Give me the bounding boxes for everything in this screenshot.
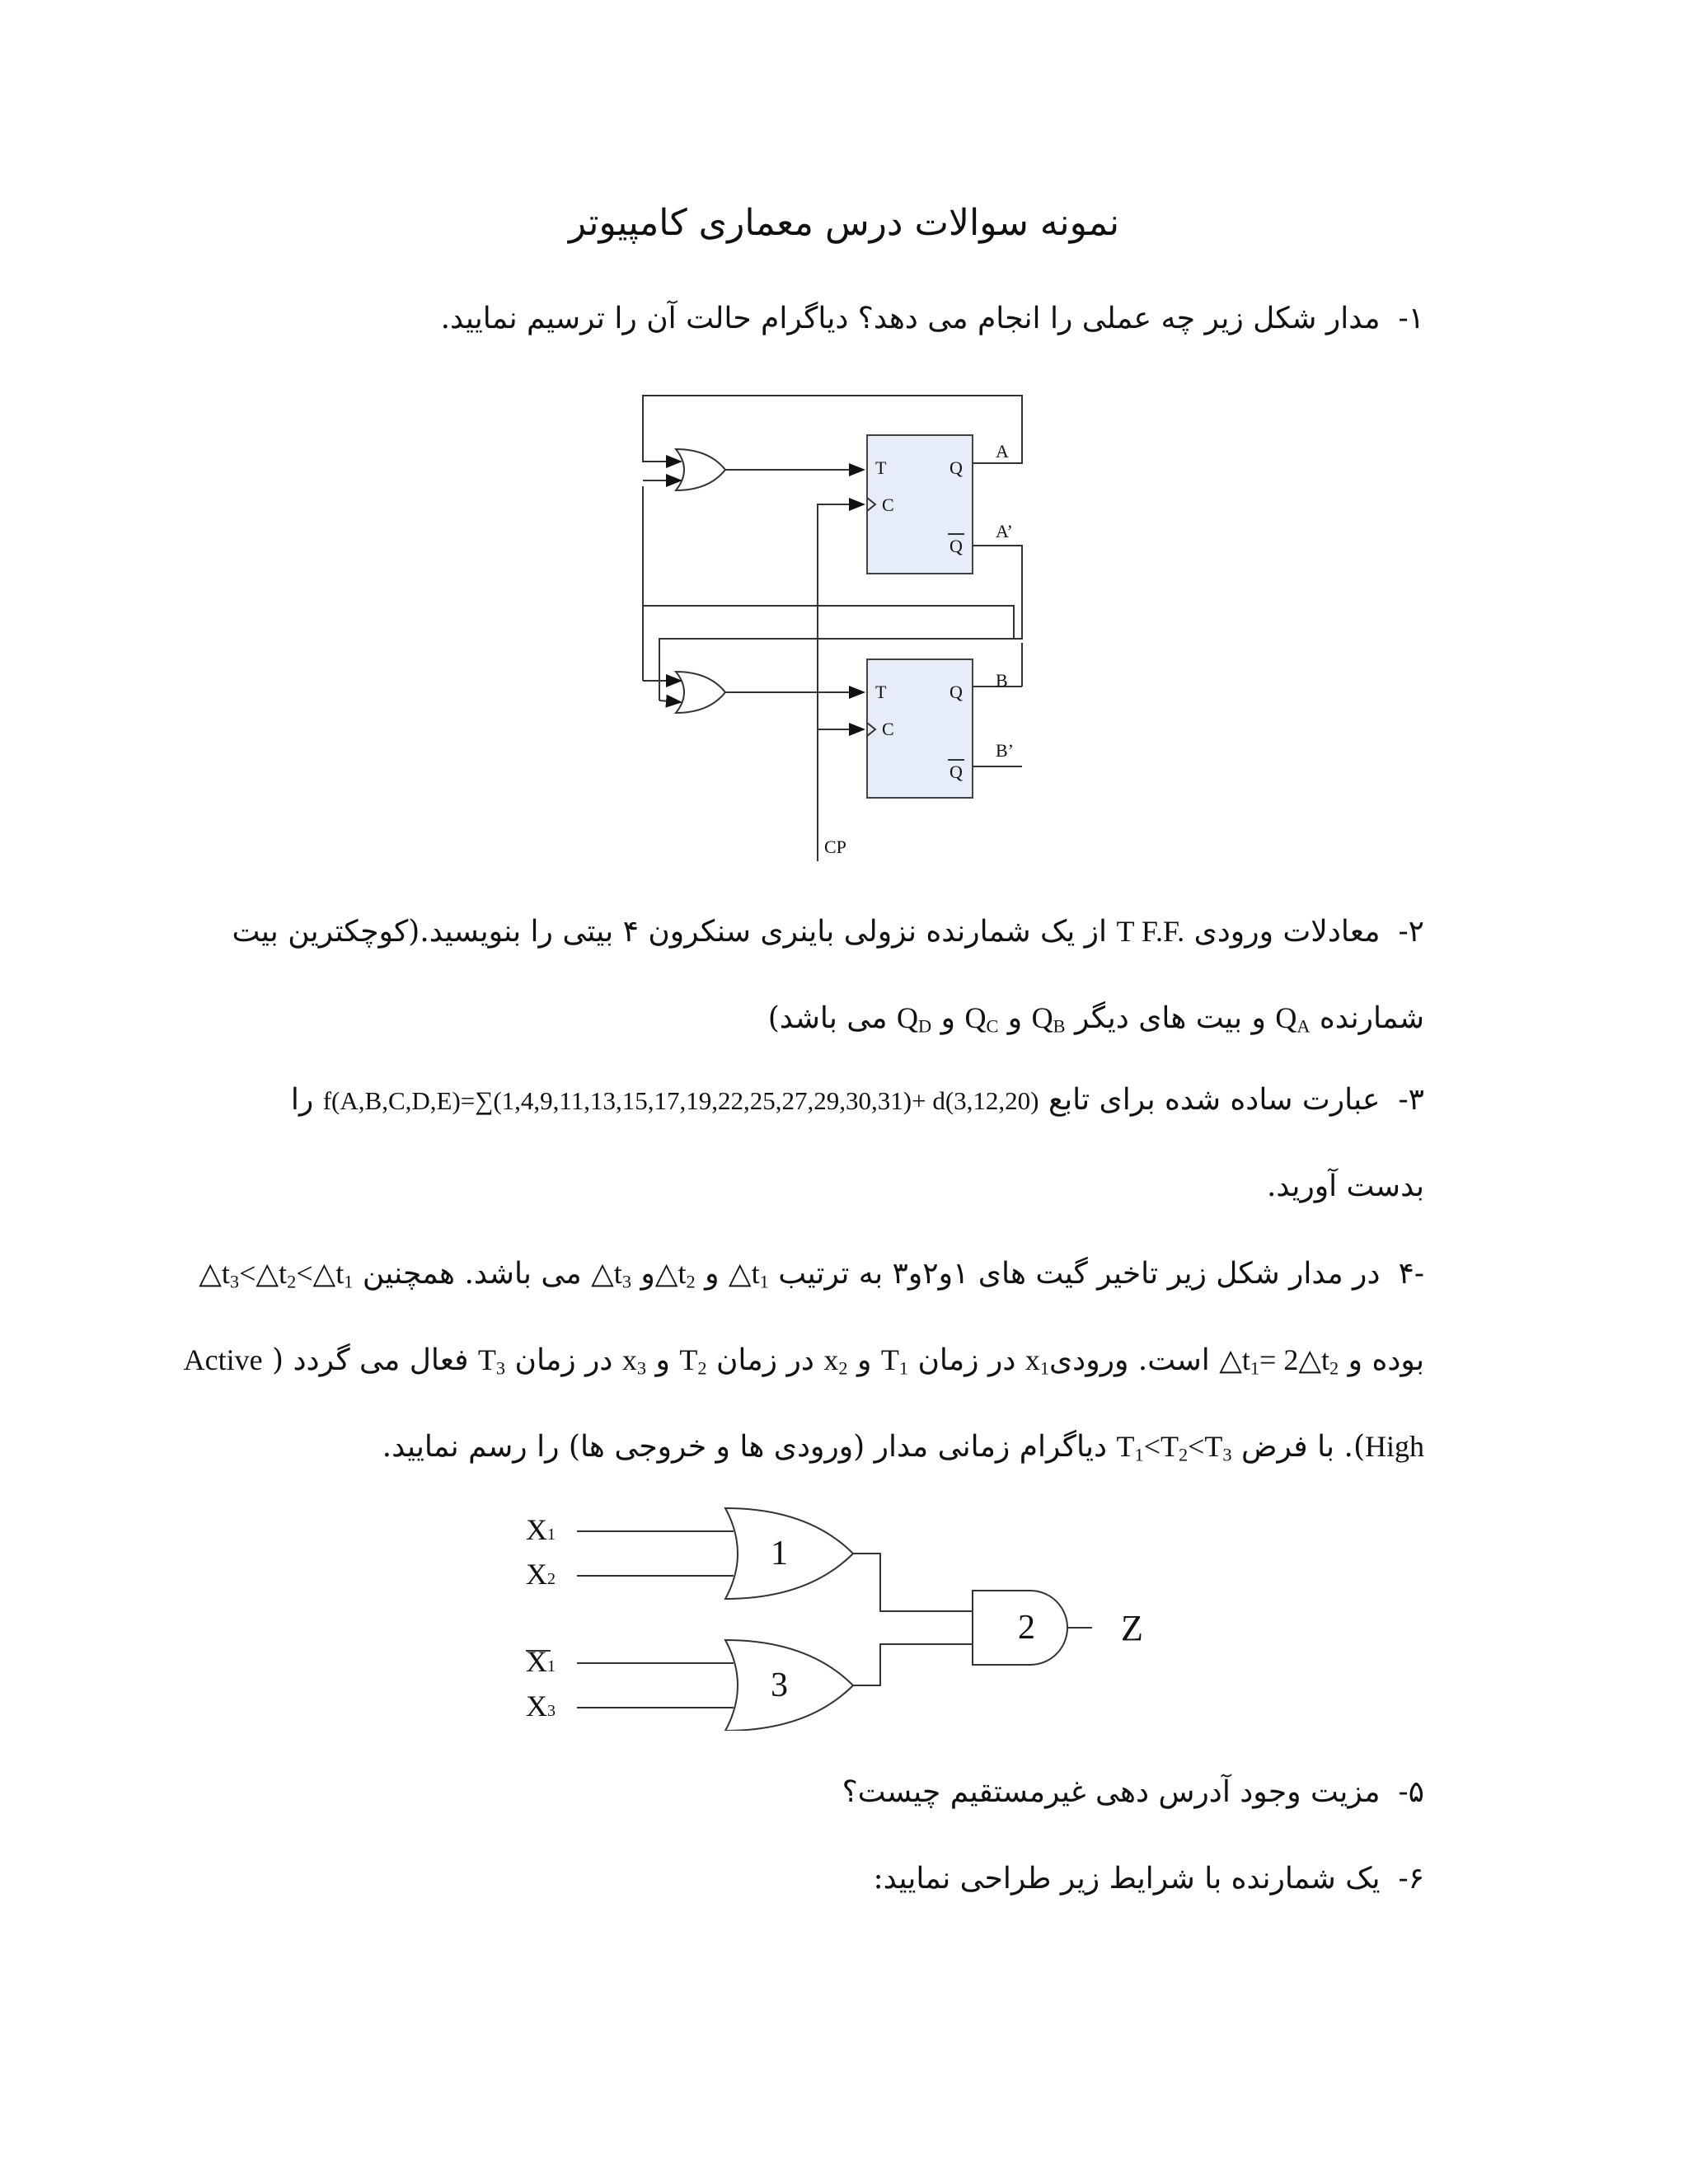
question-4-text-d: است. ورودی — [1048, 1343, 1210, 1377]
or-gate-3 — [725, 1640, 853, 1731]
active-term: Active — [183, 1343, 263, 1376]
output-b-label: B — [996, 670, 1008, 691]
question-5-number: ۵- — [1398, 1775, 1424, 1809]
question-4-text-j: فعال می گردد ( — [272, 1343, 469, 1377]
qc-term: Q — [964, 1001, 987, 1034]
input-x1-sub: 1 — [547, 1526, 556, 1544]
question-5 — [842, 1772, 1424, 1813]
question-3-text-a: عبارت ساده شده برای تابع — [1048, 1083, 1381, 1117]
question-6-text: یک شمارنده با شرایط زیر طراحی نمایید: — [873, 1862, 1381, 1896]
input-x3: X — [526, 1690, 547, 1722]
input-x1: X — [526, 1513, 547, 1546]
qd-sub: D — [918, 1015, 932, 1037]
question-2-line-2 — [768, 997, 1424, 1047]
question-1 — [441, 298, 1424, 340]
boolean-function: f(A,B,C,D,E)=∑(1,4,9,11,13,15,17,19,22,25,27,29,30,31)+ d(3,12,20) — [322, 1086, 1039, 1115]
question-4-text-h: و — [655, 1343, 670, 1377]
question-4-text-f: و — [856, 1343, 872, 1377]
question-4-text-c: بوده و — [1348, 1343, 1424, 1377]
ff-b-t-label: T — [875, 682, 887, 702]
gate-3-label: 3 — [771, 1666, 788, 1704]
svg-text:X1 — [526, 1513, 556, 1546]
ff-b-c-label: C — [882, 719, 894, 739]
ff-a-t-label: T — [875, 457, 887, 478]
question-4-number: -۴ — [1398, 1257, 1424, 1291]
ff-a-c-label: C — [882, 494, 894, 515]
qb-sub: B — [1053, 1015, 1066, 1037]
question-4-text-l: دیاگرام زمانی مدار (ورودی ها و خروجی ها) را رسم نمایید. — [382, 1430, 1108, 1464]
question-4-line-1: -۴در مدار شکل زیر تاخیر گیت های ۱و۲و۳ به ترتیب $\triangle t_1$ و $\triangle t_2و$ $\triangle t_3$ می باشد. همچنین $\triangle t_3<\triangle t_2<\triangle t_1$ — [199, 1253, 1424, 1303]
question-6-number: ۶- — [1398, 1862, 1424, 1896]
clock-label: CP — [824, 837, 846, 857]
input-x1-bar: X — [526, 1645, 547, 1678]
question-1-text: مدار شکل زیر چه عملی را انجام می دهد؟ دیاگرام حالت آن را ترسیم نمایید. — [440, 302, 1381, 335]
question-3-text-c: بدست آورید. — [1266, 1169, 1424, 1203]
question-2-text-a: معادلات ورودی — [1193, 915, 1381, 949]
page-title: نمونه سوالات درس معماری کامپیوتر — [568, 202, 1120, 244]
question-3-number: ۳- — [1398, 1083, 1424, 1117]
qd-term: Q — [897, 1001, 919, 1034]
and-1: و — [1007, 1001, 1023, 1035]
ff-b-q-label: Q — [950, 682, 963, 702]
or-gate-top — [676, 449, 725, 490]
svg-text:X2 — [526, 1558, 556, 1591]
output-z-label: Z — [1121, 1608, 1143, 1648]
question-4-text-g: در زمان — [715, 1343, 814, 1377]
question-2-line-1 — [232, 911, 1424, 953]
tff-counter-circuit — [626, 387, 1039, 865]
question-2-number: ۲- — [1398, 915, 1424, 949]
question-3-line-1 — [291, 1080, 1424, 1122]
and-2: و — [940, 1001, 955, 1035]
input-x1-bar-sub: 1 — [547, 1657, 556, 1675]
output-a-bar-label: A’ — [996, 521, 1013, 541]
question-2-text-c: شمارنده — [1319, 1001, 1424, 1035]
ff-b-qbar-label: Q — [950, 762, 963, 782]
question-4-line-2: بوده و $\triangle t_1=$ $2\triangle t_2$ است. ورودیx$_1$ در زمان $T_1$ و $x_2$ در زمان $T_2$ و $x_3$ در زمان $T_3$ فعال می گردد ( Active — [184, 1339, 1424, 1390]
question-2-text-e: می باشد) — [767, 1001, 888, 1035]
ff-a-q-label: Q — [950, 457, 963, 478]
question-2-text-b: از یک شمارنده نزولی باینری سنکرون ۴ بیتی را بنویسید.(کوچکترین بیت — [232, 915, 1108, 949]
gate-1-label: 1 — [771, 1535, 788, 1572]
question-4-text-k: ). با فرض — [1241, 1430, 1365, 1464]
high-term: High — [1365, 1430, 1424, 1463]
question-1-number: ۱- — [1398, 302, 1424, 335]
or-gate-1 — [725, 1508, 853, 1599]
qa-sub: A — [1296, 1015, 1311, 1037]
output-b-bar-label: B’ — [996, 740, 1014, 761]
qa-term: Q — [1275, 1001, 1297, 1034]
gate-timing-circuit — [511, 1483, 1187, 1731]
question-5-text: مزیت وجود آدرس دهی غیرمستقیم چیست؟ — [842, 1775, 1381, 1809]
gate-2-label: 2 — [1018, 1609, 1035, 1647]
svg-text:X3 — [526, 1690, 556, 1722]
input-x2-sub: 2 — [547, 1570, 556, 1588]
question-2-text-d: و بیت های دیگر — [1074, 1001, 1266, 1035]
input-x2: X — [526, 1558, 547, 1591]
question-4-line-3: High). با فرض $T_1<T_2<T_3$ دیاگرام زمانی مدار (ورودی ها و خروجی ها) را رسم نمایید. — [382, 1426, 1424, 1476]
tff-term: T F.F. — [1116, 915, 1185, 948]
or-gate-bottom — [676, 672, 725, 713]
question-3-line-2 — [1267, 1166, 1424, 1207]
question-4-text-i: در زمان — [514, 1343, 613, 1377]
svg-text:X1 — [526, 1645, 556, 1678]
input-x3-sub: 3 — [547, 1702, 556, 1720]
question-4-text-b: می باشد. همچنین — [362, 1257, 582, 1291]
question-4-text-e: در زمان — [917, 1343, 1016, 1377]
question-4-text-a: در مدار شکل زیر تاخیر گیت های ۱و۲و۳ به ترتیب — [778, 1257, 1381, 1291]
question-3-text-b: را — [290, 1083, 314, 1117]
qc-sub: C — [986, 1015, 999, 1037]
qb-term: Q — [1031, 1001, 1053, 1034]
output-a-label: A — [996, 441, 1009, 462]
ff-a-qbar-label: Q — [950, 536, 963, 556]
question-6 — [874, 1858, 1425, 1900]
